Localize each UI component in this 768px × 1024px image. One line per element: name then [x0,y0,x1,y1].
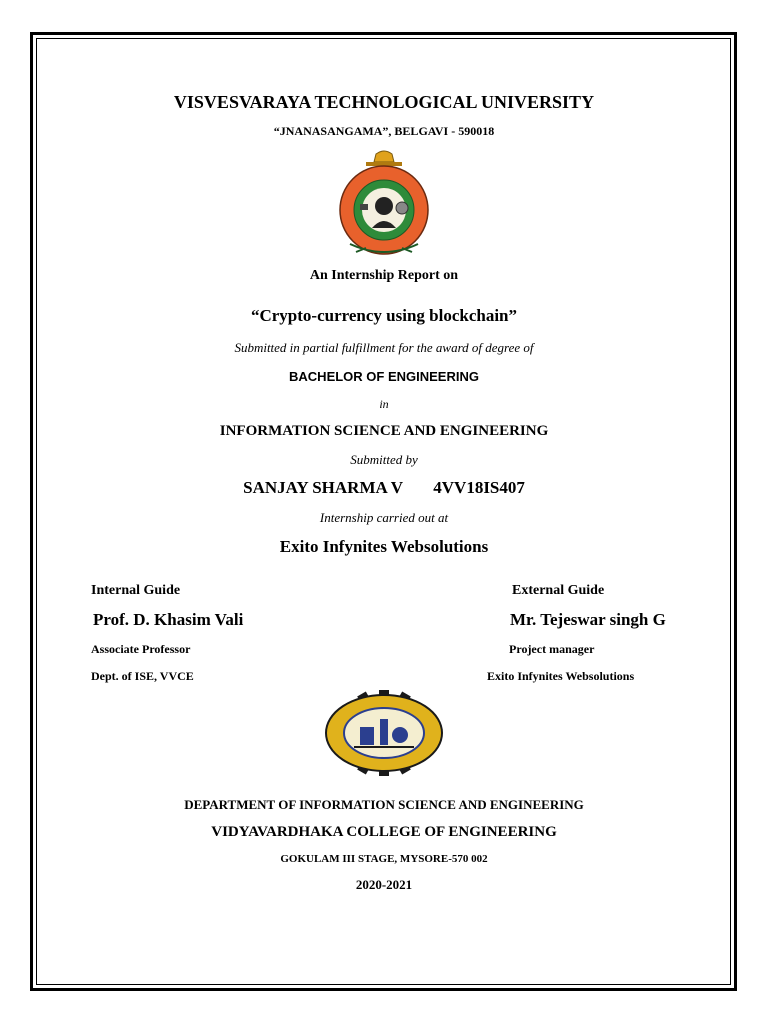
university-address: “JNANASANGAMA”, BELGAVI - 590018 [273,124,495,138]
fulfillment-text: Submitted in partial fulfillment for the award of degree of [234,340,534,355]
external-guide-company: Exito Infynites Websolutions [487,669,635,683]
external-guide-heading: External Guide [512,583,605,598]
vvce-gear-emblem-icon [318,690,450,776]
report-intro: An Internship Report on [309,268,459,283]
internal-guide-heading: Internal Guide [91,583,181,598]
college-address: GOKULAM III STAGE, MYSORE-570 002 [280,853,488,865]
vtu-seal-icon [336,148,432,260]
student-usn: 4VV18IS407 [433,478,525,497]
degree-name: BACHELOR OF ENGINEERING [289,369,479,384]
company-name: Exito Infynites Websolutions [279,537,489,556]
internal-guide-department: Dept. of ISE, VVCE [91,669,194,683]
student-line [0,478,768,498]
report-title: “Crypto-currency using blockchain” [250,306,518,325]
university-name: VISVESVARAYA TECHNOLOGICAL UNIVERSITY [173,92,595,112]
external-guide-name: Mr. Tejeswar singh G [510,610,666,629]
department-name: DEPARTMENT OF INFORMATION SCIENCE AND ENGINEERING [184,797,584,812]
branch-name: INFORMATION SCIENCE AND ENGINEERING [219,423,549,439]
college-name: VIDYAVARDHAKA COLLEGE OF ENGINEERING [211,824,557,840]
in-word: in [379,397,389,411]
student-name: SANJAY SHARMA V [243,478,403,497]
internal-guide-designation: Associate Professor [91,642,191,656]
internal-guide-name: Prof. D. Khasim Vali [93,610,244,629]
college-logo [318,690,450,776]
carried-out-label: Internship carried out at [319,510,449,525]
academic-year: 2020-2021 [355,877,413,892]
submitted-by-label: Submitted by [350,452,418,467]
university-logo [336,148,432,260]
external-guide-designation: Project manager [509,642,595,656]
